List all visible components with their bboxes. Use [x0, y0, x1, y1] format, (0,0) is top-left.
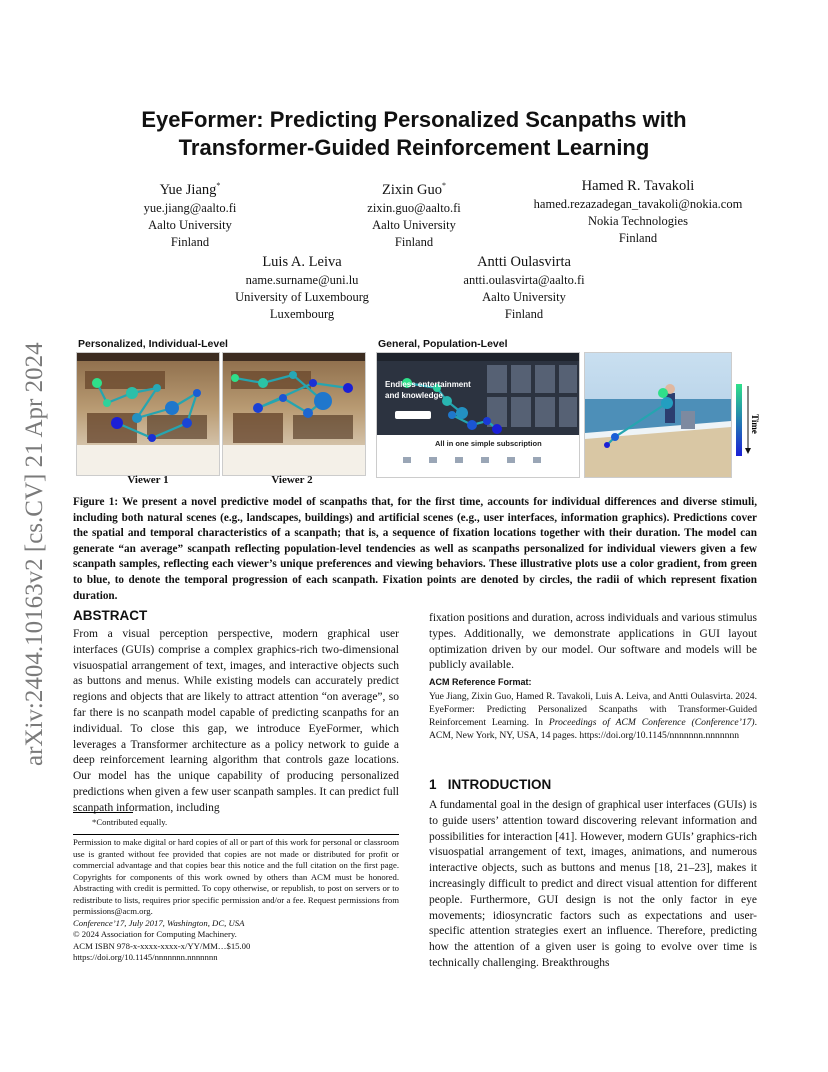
gui-headline-line1: Endless entertainment	[385, 380, 471, 389]
gui-headline	[385, 379, 471, 401]
permission-rule	[73, 834, 399, 835]
viewer2-website-scanpath	[223, 353, 365, 475]
author-affiliation: Aalto University	[482, 290, 566, 304]
author-name: Hamed R. Tavakoli	[581, 178, 695, 194]
title-line-2: Transformer-Guided Reinforcement Learning	[178, 135, 650, 160]
viewer2-scanpath-panel	[222, 352, 366, 476]
title-line-1: EyeFormer: Predicting Personalized Scanpaths with	[141, 107, 687, 132]
gui-subscription-text: All in one simple subscription	[435, 439, 542, 448]
introduction-text: A fundamental goal in the design of graphical user interfaces (GUIs) is to guide users’ attention toward discovering relevant information and possibilities for interaction [41]. However, modern GUIs’ graphics-rich visuospatial arrangement of text, images, animations, and numerous interactive objects, such as buttons and menus [18, 21–23], makes it increasingly difficult to predict and direct visual attention for different people. Furthermore, GUI design is not the only factor in eye movements; idiosyncratic factors such as expectations and user-specific attention strategies exert an influence. Therefore, predicting how the attention of a given user is going to evolve over time is technically challenging. Breakthroughs	[429, 799, 757, 969]
reference-tail: . ACM, New York, NY, USA, 14 pages. https://doi.org/10.1145/nnnnnnn.nnnnnnn	[429, 717, 758, 741]
copyright-line: © 2024 Association for Computing Machinery.	[73, 929, 237, 939]
author-country: Finland	[504, 307, 544, 321]
acm-reference-text	[429, 690, 757, 742]
figure-heading-personalized: Personalized, Individual-Level	[78, 338, 228, 350]
footnote-equal-contribution: *Contributed equally.	[92, 817, 168, 827]
beach-scanpath	[585, 353, 731, 477]
paper-title	[100, 106, 728, 162]
permission-statement: Permission to make digital or hard copies of all or part of this work for personal or classroom use is granted without fee provided that copies are not made or distributed for profit or commercial advantage and that copies bear this notice and the full citation on the first page. Copyrights for components of this work owned by others than ACM must be honored. Abstracting with credit is permitted. To copy otherwise, or republish, to post on servers or to redistribute to lists, requires prior specific permission and/or a fee. Request permissions from permissions@acm.org.	[73, 837, 399, 916]
author-block-2	[314, 176, 514, 251]
permission-notice	[73, 837, 399, 964]
introduction-heading	[429, 777, 551, 792]
gui-scanpath-panel	[376, 352, 580, 478]
author-country: Finland	[170, 234, 210, 249]
equal-contribution-mark: *	[442, 181, 446, 190]
doi-link[interactable]: https://doi.org/10.1145/nnnnnnn.nnnnnnn	[73, 952, 218, 962]
figure-heading-population: General, Population-Level	[378, 338, 508, 350]
abstract-text-right: fixation positions and duration, across individuals and various stimulus types. Additionally, we demonstrate applications in GUI layout optimization driven by our model. Our software and models will be publicly available.	[429, 612, 757, 672]
author-country: Finland	[618, 231, 658, 245]
time-legend	[742, 384, 760, 456]
viewer1-scanpath-panel	[76, 352, 220, 476]
abstract-heading: ABSTRACT	[73, 608, 148, 623]
author-affiliation: Aalto University	[148, 217, 232, 232]
figure-caption: Figure 1: We present a novel predictive model of scanpaths that, for the first time, accounts for individual differences and diverse stimuli, including both natural scenes (e.g., landscapes, buildings) and artificial scenes (e.g., user interfaces, information graphics). Predictions cover the spatial and temporal characteristics of a scanpath; that is, a sequence of fixation locations together with their duration. The model can generate “an average” scanpath reflecting population-level tendencies as well as scanpaths personalized for individual viewers given a few scanpath samples, reflecting each viewer’s unique preferences and viewing behaviors. These illustrative plots use a color gradient, from green to blue, to denote the temporal progression of each scanpath. Fixation points are denoted by circles, the radii of which represent fixation duration.	[73, 496, 757, 602]
author-name: Luis A. Leiva	[262, 254, 342, 270]
author-email[interactable]: antti.oulasvirta@aalto.fi	[463, 273, 585, 287]
author-country: Finland	[394, 234, 434, 249]
abstract-text-left: From a visual perception perspective, modern graphical user interfaces (GUIs) comprise a complex graphics-rich two-dimensional visuospatial arrangement of text, images, and interactive objects such as buttons and menus. While existing models can accurately predict regions and objects that are likely to attract attention “on average”, so far there is no scanpath model capable of predicting scanpaths for an individual. To close this gap, we introduce EyeFormer, which leverages a Transformer architecture as a policy network to guide a deep reinforcement learning algorithm that controls gaze locations. Our model has the unique capability of producing personalized predictions when given a few user scanpath samples. It can predict full scanpath information, including	[73, 628, 399, 814]
acm-reference-heading: ACM Reference Format:	[429, 677, 532, 687]
viewer2-label: Viewer 2	[271, 474, 313, 486]
gui-streaming-scanpath	[377, 353, 579, 477]
section-title: INTRODUCTION	[447, 777, 552, 792]
author-email[interactable]: zixin.guo@aalto.fi	[367, 200, 461, 215]
gui-headline-line2: and knowledge	[385, 391, 443, 400]
reference-authors: Yue Jiang, Zixin Guo, Hamed R. Tavakoli, Luis A. Leiva, and Antti Oulasvirta. 2024. EyeFormer: Predicting Personalized Scanpaths with Transformer-Guided Reinforcement Learning. In	[429, 691, 757, 728]
conference-info: Conference’17, July 2017, Washington, DC, USA	[73, 917, 245, 928]
author-email[interactable]: yue.jiang@aalto.fi	[143, 200, 237, 215]
author-affiliation: Nokia Technologies	[588, 214, 688, 228]
author-email[interactable]: name.surname@uni.lu	[245, 273, 359, 287]
author-affiliation: University of Luxembourg	[235, 290, 369, 304]
author-block-1	[90, 176, 290, 251]
time-label: Time	[750, 414, 760, 434]
author-name: Yue Jiang	[159, 181, 217, 198]
viewer1-website-scanpath	[77, 353, 219, 475]
viewer1-label: Viewer 1	[127, 474, 169, 486]
author-name: Antti Oulasvirta	[477, 254, 571, 270]
natural-scene-scanpath-panel	[584, 352, 732, 478]
author-affiliation: Aalto University	[372, 217, 456, 232]
reference-venue: Proceedings of ACM Conference (Conference’17)	[548, 717, 755, 728]
author-email[interactable]: hamed.rezazadegan_tavakoli@nokia.com	[533, 197, 743, 211]
footnote-rule	[73, 812, 133, 813]
author-block-4	[202, 252, 402, 323]
time-arrow-head-icon	[745, 448, 751, 454]
author-name: Zixin Guo	[381, 181, 442, 198]
author-block-3	[518, 176, 758, 247]
arxiv-identifier: arXiv:2404.10163v2 [cs.CV] 21 Apr 2024	[21, 342, 48, 766]
author-country: Luxembourg	[269, 307, 335, 321]
arxiv-stamp	[12, 286, 52, 766]
section-number: 1	[429, 777, 437, 792]
equal-contribution-mark: *	[216, 181, 221, 190]
author-block-5	[424, 252, 624, 323]
isbn-line: ACM ISBN 978-x-xxxx-xxxx-x/YY/MM…$15.00	[73, 940, 251, 951]
